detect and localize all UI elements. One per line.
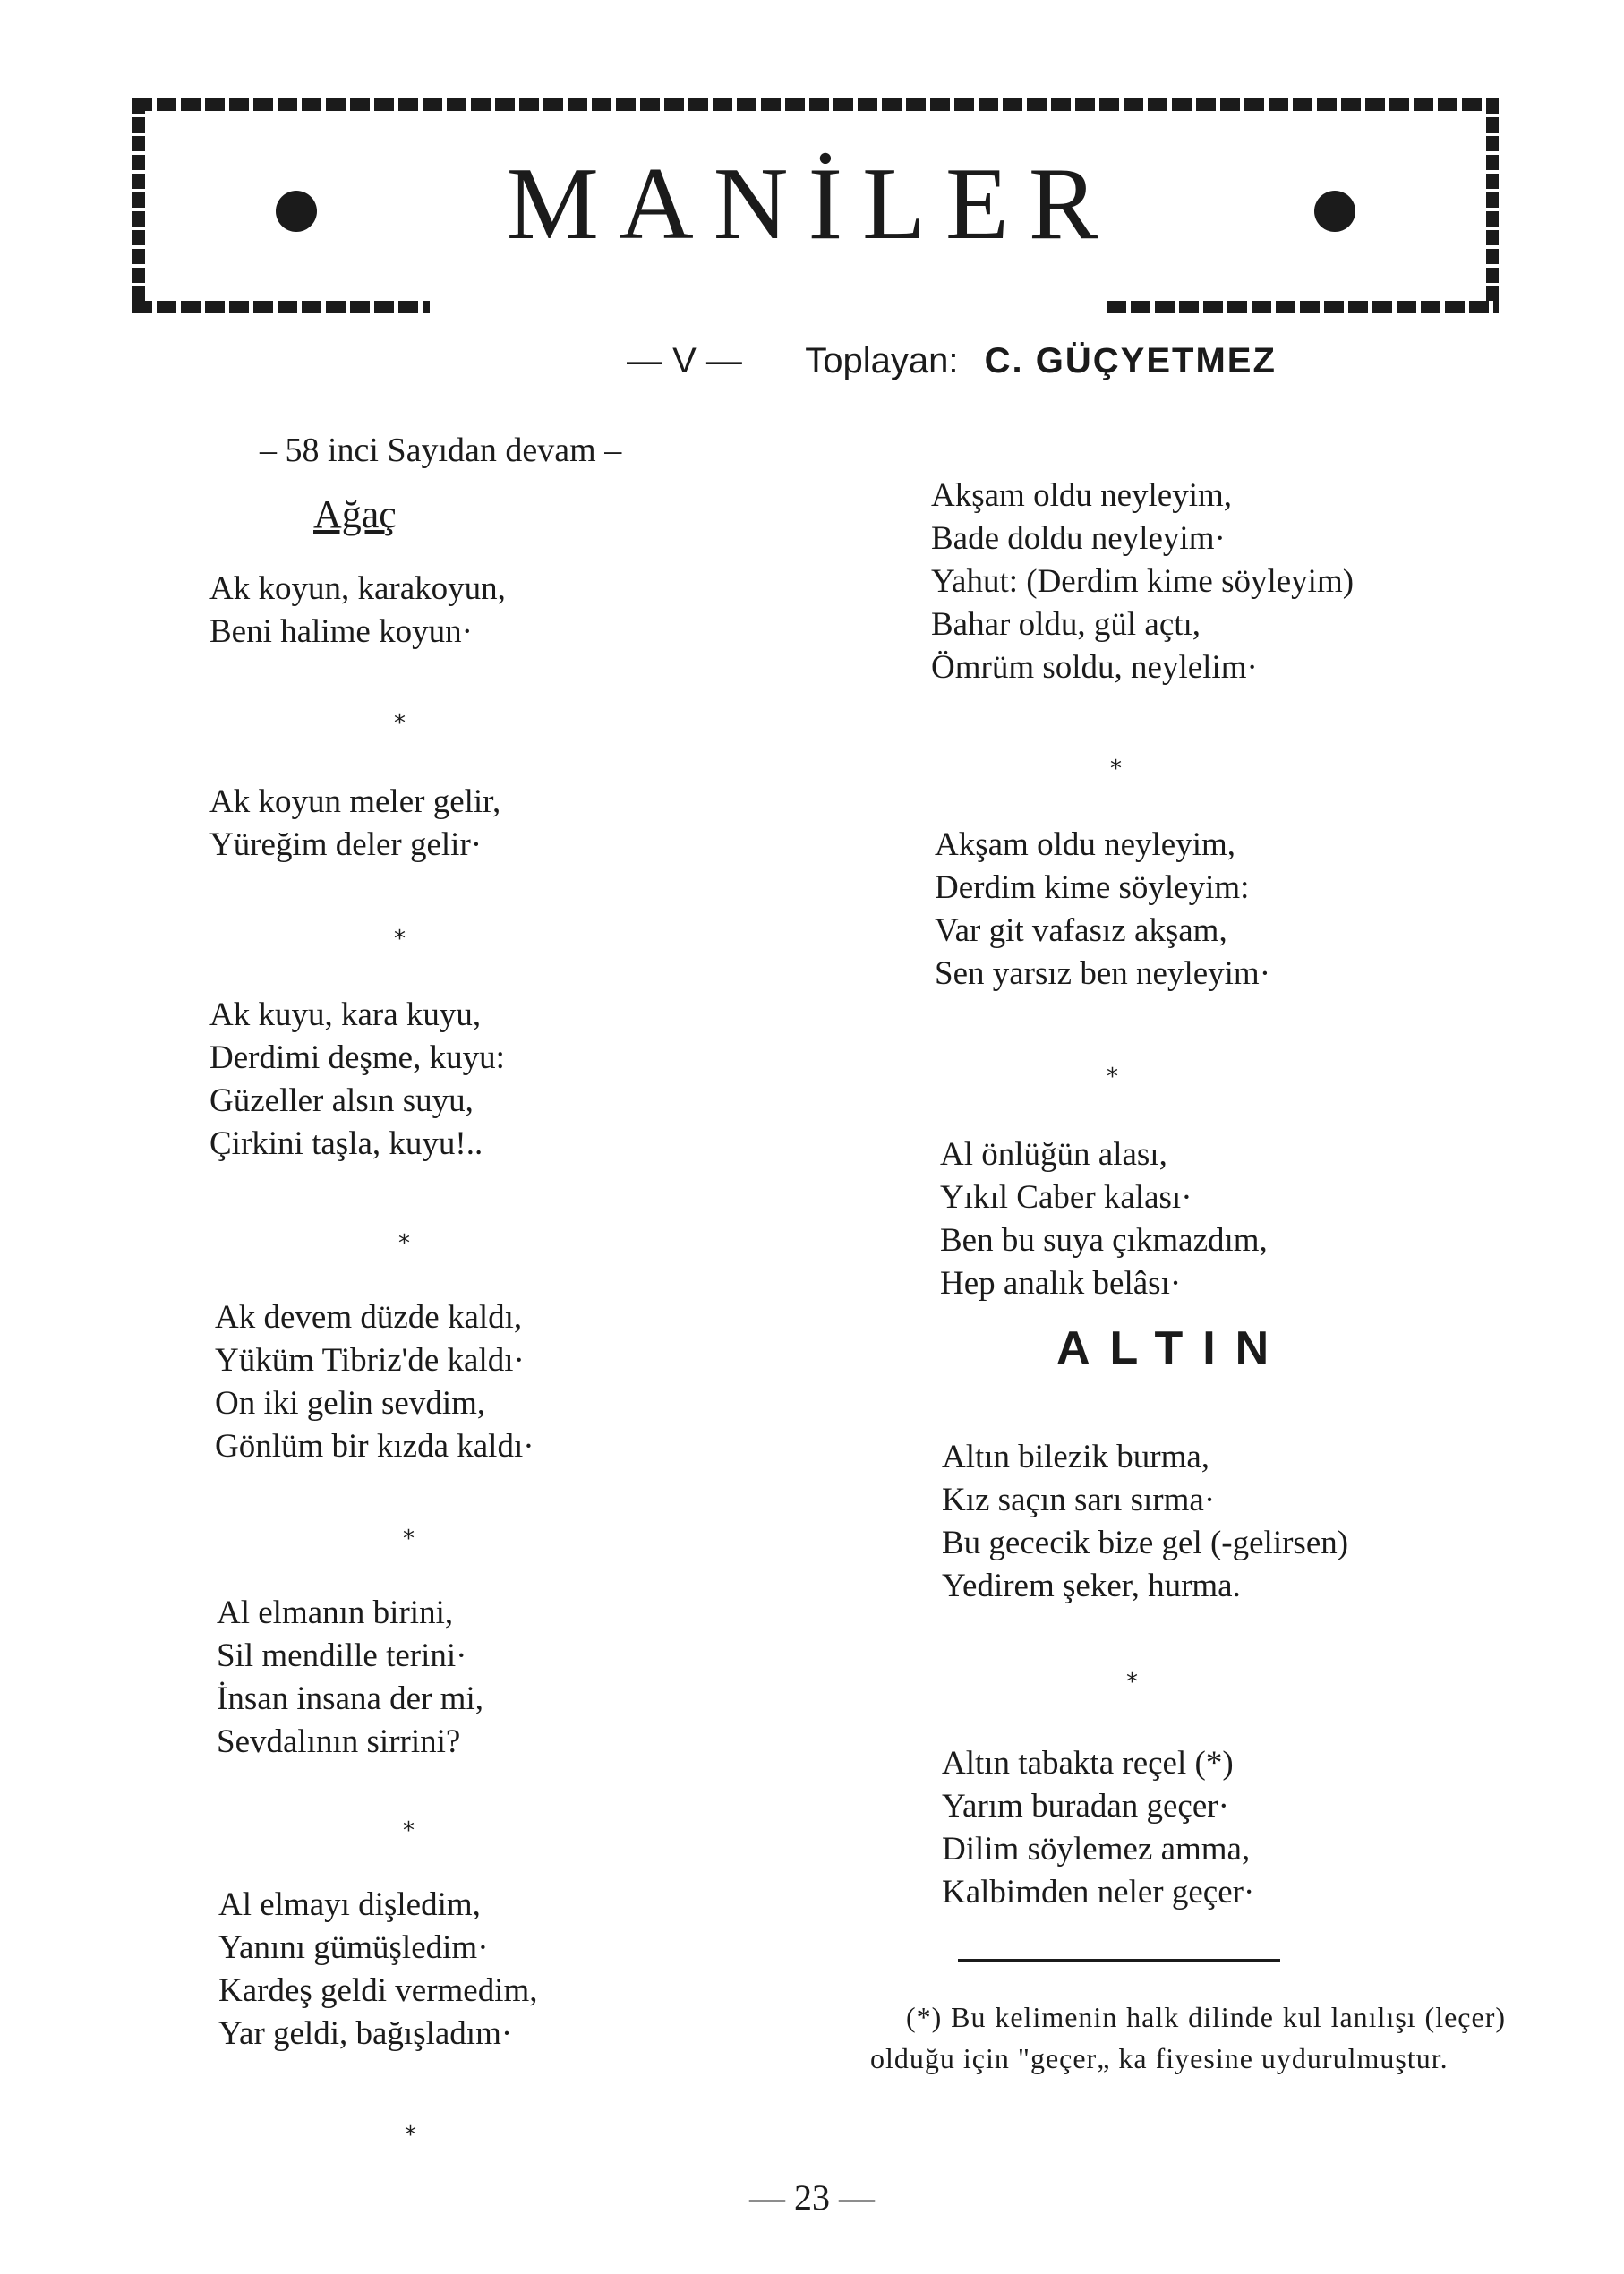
stanza-separator: * — [1107, 1064, 1118, 1090]
right-stanza-3 — [940, 1133, 1268, 1305]
stanza-separator: * — [398, 1230, 410, 1257]
verse-line: Kardeş geldi vermedim, — [218, 1972, 538, 2009]
verse-line: Yar geldi, bağışladım· — [218, 2015, 513, 2052]
right-stanza-2 — [935, 824, 1270, 996]
stanza-separator: * — [394, 710, 406, 737]
left-stanza-3 — [209, 994, 505, 1166]
verse-line: Al elmayı dişledim, — [218, 1886, 481, 1923]
left-stanza-4 — [215, 1296, 534, 1468]
collector-label: Toplayan: — [805, 341, 959, 380]
verse-line: Ben bu suya çıkmazdım, — [940, 1222, 1268, 1259]
left-stanza-6 — [218, 1884, 538, 2056]
verse-line: Altın bilezik burma, — [942, 1439, 1210, 1475]
header-frame-top — [132, 98, 1499, 111]
page-number: — 23 — — [749, 2177, 875, 2218]
section-title-altin: ALTIN — [1056, 1322, 1289, 1374]
verse-line: Akşam oldu neyleyim, — [931, 477, 1233, 514]
verse-line: Sen yarsız ben neyleyim· — [935, 955, 1271, 992]
stanza-separator: * — [1126, 1669, 1138, 1696]
verse-line: Derdim kime söyleyim: — [935, 869, 1250, 906]
verse-line: On iki gelin sevdim, — [215, 1385, 486, 1422]
footnote-rule — [958, 1959, 1280, 1962]
verse-line: Yedirem şeker, hurma. — [942, 1568, 1241, 1604]
verse-line: Kız saçın sarı sırma· — [942, 1482, 1216, 1518]
header-frame-bottom-right — [1107, 301, 1499, 313]
verse-line: Ak kuyu, kara kuyu, — [209, 996, 482, 1033]
verse-line: İnsan insana der mi, — [217, 1680, 483, 1717]
verse-line: Ömrüm soldu, neylelim· — [931, 649, 1258, 686]
verse-line: Yanını gümüşledim· — [218, 1929, 489, 1966]
verse-line: Altın tabakta reçel (*) — [942, 1745, 1234, 1782]
verse-line: Dilim söylemez amma, — [942, 1831, 1251, 1868]
collector-name: C. GÜÇYETMEZ — [984, 341, 1277, 380]
verse-line: Sil mendille terini· — [217, 1637, 467, 1674]
verse-line: Al önlüğün alası, — [940, 1136, 1167, 1173]
verse-line: Yarım buradan geçer· — [942, 1788, 1229, 1825]
verse-line: Çirkini taşla, kuyu!.. — [209, 1125, 483, 1162]
continued-note: – 58 inci Sayıdan devam – — [260, 432, 622, 469]
verse-line: Akşam oldu neyleyim, — [935, 826, 1236, 863]
stanza-separator: * — [403, 1526, 415, 1552]
left-stanza-1 — [209, 568, 506, 654]
left-stanza-2 — [209, 781, 500, 867]
verse-line: Sevdalının sirrini? — [217, 1723, 461, 1760]
section-title-agac: Ağaç — [313, 492, 397, 536]
header-frame-bottom-left — [132, 301, 430, 313]
verse-line: Beni halime koyun· — [209, 613, 473, 650]
verse-line: Yahut: (Derdim kime söyleyim) — [931, 563, 1355, 600]
verse-line: Ak koyun, karakoyun, — [209, 570, 506, 607]
part-number: — V — — [627, 341, 742, 380]
verse-line: Yüküm Tibriz'de kaldı· — [215, 1342, 525, 1379]
verse-line: Yıkıl Caber kalası· — [940, 1179, 1192, 1216]
right-stanza-1 — [931, 474, 1354, 689]
verse-line: Bahar oldu, gül açtı, — [931, 606, 1201, 643]
right-stanza-5 — [942, 1742, 1254, 1914]
verse-line: Güzeller alsın suyu, — [209, 1082, 474, 1119]
stanza-separator: * — [394, 926, 406, 953]
stanza-separator: * — [1110, 756, 1122, 782]
verse-line: Ak koyun meler gelir, — [209, 783, 501, 820]
footnote: (*) Bu kelimenin halk dilinde kul lanılışı (leçer) olduğu için "geçer„ ka fiyesine uydurulmuştur. — [870, 2001, 1506, 2074]
verse-line: Al elmanın birini, — [217, 1594, 454, 1631]
verse-line: Kalbimden neler geçer· — [942, 1874, 1255, 1911]
verse-line: Hep analık belâsı· — [940, 1265, 1182, 1302]
verse-line: Derdimi deşme, kuyu: — [209, 1039, 505, 1076]
left-stanza-5 — [217, 1592, 483, 1764]
right-stanza-4 — [942, 1436, 1348, 1608]
verse-line: Var git vafasız akşam, — [935, 912, 1227, 949]
collector-line — [627, 338, 1277, 383]
verse-line: Bade doldu neyleyim· — [931, 520, 1226, 557]
verse-line: Ak devem düzde kaldı, — [215, 1299, 523, 1336]
verse-line: Bu gececik bize gel (-gelirsen) — [942, 1525, 1349, 1561]
stanza-separator: * — [403, 1817, 415, 1844]
verse-line: Gönlüm bir kızda kaldı· — [215, 1428, 534, 1465]
verse-line: Yüreğim deler gelir· — [209, 826, 483, 863]
stanza-separator: * — [405, 2122, 416, 2149]
page-title: MANİLER — [506, 147, 1118, 261]
